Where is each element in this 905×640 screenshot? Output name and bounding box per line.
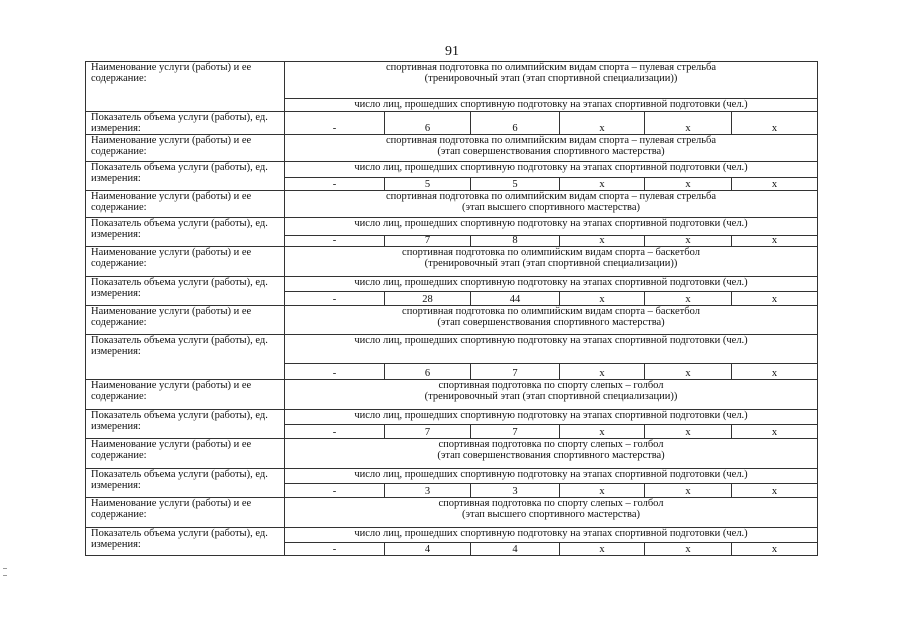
service-name-label: Наименование услуги (работы) и ее содержание: (86, 62, 285, 112)
volume-indicator-text: число лиц, прошедших спортивную подготовку на этапах спортивной подготовки (чел.) (285, 218, 818, 236)
value-cell: 7 (471, 425, 560, 439)
value-cell: - (285, 425, 385, 439)
service-stage: (этап совершенствования спортивного мастерства) (437, 146, 665, 157)
service-row (86, 439, 818, 469)
services-table-body (86, 62, 818, 556)
value-cell: х (560, 292, 645, 306)
service-row (86, 62, 818, 99)
value-cell: 3 (385, 484, 471, 498)
value-cell: 7 (385, 236, 471, 247)
service-stage: (этап совершенствования спортивного мастерства) (437, 450, 665, 461)
value-cell: х (560, 364, 645, 380)
value-cell: - (285, 112, 385, 135)
value-cell: 4 (471, 543, 560, 556)
volume-indicator-text: число лиц, прошедших спортивную подготовку на этапах спортивной подготовки (чел.) (285, 528, 818, 543)
value-cell: х (645, 236, 732, 247)
service-title: спортивная подготовка по олимпийским видам спорта – баскетбол (402, 306, 700, 317)
volume-indicator-text: число лиц, прошедших спортивную подготовку на этапах спортивной подготовки (чел.) (285, 410, 818, 425)
service-stage: (тренировочный этап (этап спортивной специализации)) (424, 73, 678, 84)
indicator-row (86, 469, 818, 484)
value-cell: х (645, 112, 732, 135)
service-stage: (тренировочный этап (этап спортивной специализации)) (424, 391, 678, 402)
values-row (86, 112, 818, 135)
value-cell: х (645, 543, 732, 556)
value-cell: - (285, 484, 385, 498)
value-cell: 6 (471, 112, 560, 135)
service-stage: (тренировочный этап (этап спортивной специализации)) (424, 258, 678, 269)
services-table (85, 61, 818, 556)
service-title-cell (285, 498, 818, 528)
service-name-label: Наименование услуги (работы) и ее содержание: (86, 439, 285, 469)
value-cell: 8 (471, 236, 560, 247)
indicator-row (86, 335, 818, 364)
service-title-cell (285, 306, 818, 335)
value-cell: - (285, 364, 385, 380)
volume-indicator-text: число лиц, прошедших спортивную подготовку на этапах спортивной подготовки (чел.) (285, 335, 818, 364)
service-title-cell (285, 62, 818, 99)
volume-indicator-label: Показатель объема услуги (работы), ед. измерения: (86, 469, 285, 498)
value-cell: х (732, 112, 818, 135)
value-cell: - (285, 178, 385, 191)
value-cell: - (285, 543, 385, 556)
value-cell: - (285, 292, 385, 306)
indicator-row (86, 277, 818, 292)
value-cell: 7 (385, 425, 471, 439)
value-cell: х (732, 292, 818, 306)
service-title-cell (285, 135, 818, 162)
volume-indicator-label: Показатель объема услуги (работы), ед. измерения: (86, 410, 285, 439)
service-row (86, 135, 818, 162)
value-cell: - (285, 236, 385, 247)
service-row (86, 306, 818, 335)
value-cell: х (560, 484, 645, 498)
service-name-label: Наименование услуги (работы) и ее содержание: (86, 380, 285, 410)
value-cell: х (560, 425, 645, 439)
volume-indicator-label: Показатель объема услуги (работы), ед. измерения: (86, 218, 285, 247)
value-cell: х (560, 178, 645, 191)
service-row (86, 380, 818, 410)
service-title: спортивная подготовка по спорту слепых – голбол (438, 380, 664, 391)
indicator-row (86, 410, 818, 425)
service-title: спортивная подготовка по спорту слепых – голбол (438, 498, 664, 509)
value-cell: 4 (385, 543, 471, 556)
volume-indicator-label: Показатель объема услуги (работы), ед. измерения: (86, 277, 285, 306)
value-cell: х (732, 425, 818, 439)
service-row (86, 191, 818, 218)
volume-indicator-label: Показатель объема услуги (работы), ед. измерения: (86, 335, 285, 380)
volume-indicator-text: число лиц, прошедших спортивную подготовку на этапах спортивной подготовки (чел.) (285, 99, 818, 112)
value-cell: х (560, 543, 645, 556)
value-cell: х (645, 364, 732, 380)
service-title-cell (285, 191, 818, 218)
service-title-cell (285, 247, 818, 277)
service-name-label: Наименование услуги (работы) и ее содержание: (86, 498, 285, 528)
service-name-label: Наименование услуги (работы) и ее содержание: (86, 306, 285, 335)
volume-indicator-label: Показатель объема услуги (работы), ед. измерения: (86, 112, 285, 135)
service-name-label: Наименование услуги (работы) и ее содержание: (86, 247, 285, 277)
value-cell: х (732, 364, 818, 380)
service-title: спортивная подготовка по олимпийским видам спорта – пулевая стрельба (386, 135, 717, 146)
service-title: спортивная подготовка по олимпийским видам спорта – пулевая стрельба (386, 191, 717, 202)
value-cell: х (560, 236, 645, 247)
value-cell: х (645, 484, 732, 498)
value-cell: 28 (385, 292, 471, 306)
service-stage: (этап высшего спортивного мастерства) (462, 202, 641, 213)
volume-indicator-label: Показатель объема услуги (работы), ед. измерения: (86, 528, 285, 556)
value-cell: 6 (385, 364, 471, 380)
value-cell: х (645, 425, 732, 439)
service-title: спортивная подготовка по спорту слепых – голбол (438, 439, 664, 450)
indicator-row (86, 162, 818, 178)
value-cell: х (645, 178, 732, 191)
indicator-row (86, 528, 818, 543)
value-cell: х (732, 543, 818, 556)
value-cell: 44 (471, 292, 560, 306)
value-cell: х (560, 112, 645, 135)
service-name-label: Наименование услуги (работы) и ее содержание: (86, 135, 285, 162)
margin-mark (3, 568, 7, 576)
value-cell: 7 (471, 364, 560, 380)
service-title-cell (285, 380, 818, 410)
value-cell: 5 (385, 178, 471, 191)
volume-indicator-label: Показатель объема услуги (работы), ед. измерения: (86, 162, 285, 191)
value-cell: 5 (471, 178, 560, 191)
value-cell: 6 (385, 112, 471, 135)
value-cell: х (732, 178, 818, 191)
service-title: спортивная подготовка по олимпийским видам спорта – пулевая стрельба (386, 62, 717, 73)
indicator-row (86, 218, 818, 236)
value-cell: х (645, 292, 732, 306)
service-title: спортивная подготовка по олимпийским видам спорта – баскетбол (402, 247, 700, 258)
volume-indicator-text: число лиц, прошедших спортивную подготовку на этапах спортивной подготовки (чел.) (285, 162, 818, 178)
value-cell: х (732, 484, 818, 498)
page-number: 91 (445, 44, 459, 59)
service-name-label: Наименование услуги (работы) и ее содержание: (86, 191, 285, 218)
service-stage: (этап высшего спортивного мастерства) (462, 509, 641, 520)
value-cell: 3 (471, 484, 560, 498)
value-cell: х (732, 236, 818, 247)
volume-indicator-text: число лиц, прошедших спортивную подготовку на этапах спортивной подготовки (чел.) (285, 277, 818, 292)
volume-indicator-text: число лиц, прошедших спортивную подготовку на этапах спортивной подготовки (чел.) (285, 469, 818, 484)
service-row (86, 247, 818, 277)
service-row (86, 498, 818, 528)
service-title-cell (285, 439, 818, 469)
service-stage: (этап совершенствования спортивного мастерства) (437, 317, 665, 328)
